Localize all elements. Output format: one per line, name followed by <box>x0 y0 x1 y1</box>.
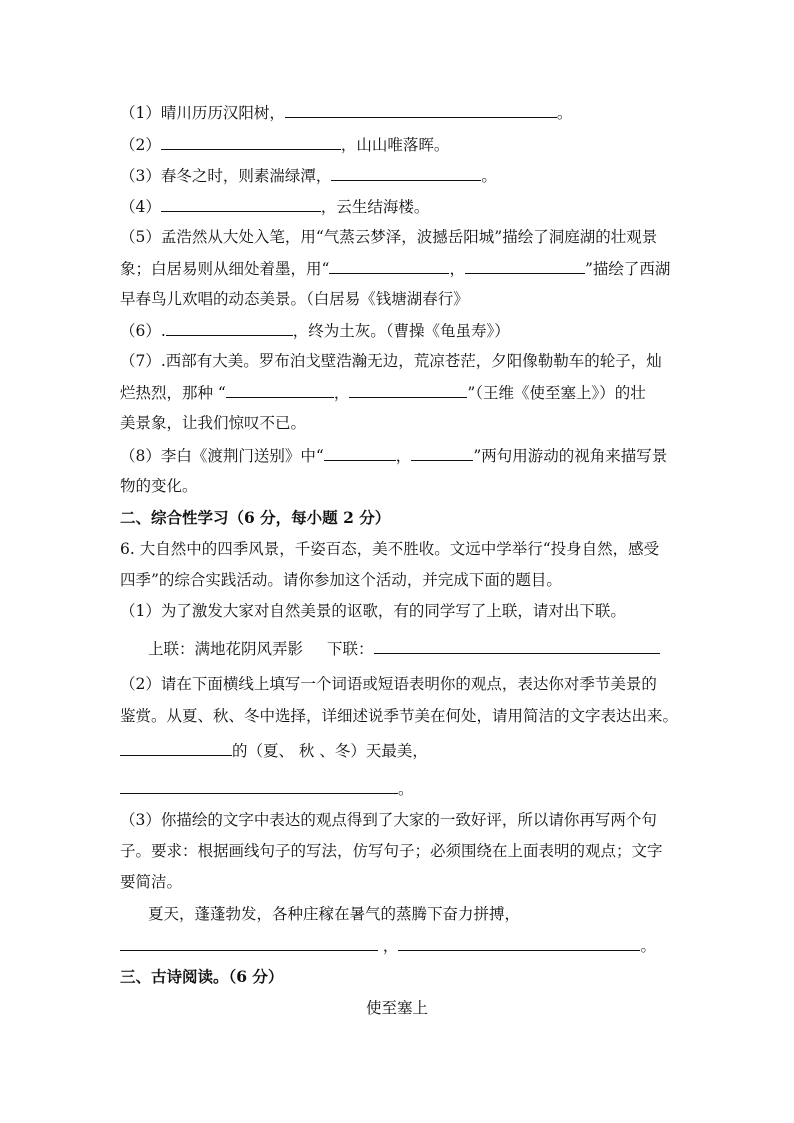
p6-3-line-1: （3）你描绘的文字中表达的观点得到了大家的一致好评，所以请你再写两个句 <box>120 811 657 829</box>
q8-line-2: 物的变化。 <box>120 477 198 495</box>
q7-line-1: （7）.西部有大美。罗布泊戈壁浩瀚无边，荒凉苍茫，夕阳像勒勒车的轮子，灿 <box>120 352 662 370</box>
q3-text: （3）春冬之时，则素湍绿潭， <box>120 167 332 185</box>
q5-text: 象；白居易则从细处着墨，用“ <box>120 260 330 278</box>
q5-comma: ， <box>449 260 465 278</box>
q1-end: 。 <box>556 104 573 122</box>
answer-blank[interactable] <box>120 739 232 756</box>
q7-text: 烂热烈，那种 “ <box>120 384 226 402</box>
q7-line-2 <box>120 381 646 404</box>
answer-blank[interactable] <box>374 637 660 654</box>
q8-comma: ， <box>395 447 412 465</box>
q5-line-1: （5）孟浩然从大处入笔，用“气蒸云梦泽，波撼岳阳城”描绘了洞庭湖的壮观景 <box>120 228 658 246</box>
q7-line-3: 美景象，让我们惊叹不已。 <box>120 414 307 432</box>
p6-2-end: 。 <box>398 780 414 798</box>
example-sentence: 夏天，蓬蓬勃发，各种庄稼在暑气的蒸腾下奋力拼搏， <box>148 905 521 923</box>
section-2-heading: 二、综合性学习（6 分，每小题 2 分） <box>120 508 391 527</box>
q4-text: ，云生结海楼。 <box>320 198 430 216</box>
q6-text: ，终为土灰。（曹操《龟虽寿》） <box>292 322 510 340</box>
answer-blank[interactable] <box>166 319 293 336</box>
q8-text-end: ”两句用游动的视角来描写景 <box>473 447 668 465</box>
p6-line-1: 6. 大自然中的四季风景，千姿百态，美不胜收。文远中学举行“投身自然，感受 <box>120 540 660 558</box>
answer-blank[interactable] <box>349 381 467 398</box>
answer-blank[interactable] <box>285 101 557 118</box>
answer-blank[interactable] <box>324 444 396 461</box>
section-3-heading: 三、古诗阅读。（6 分） <box>120 967 284 986</box>
p6-line-2: 四季”的综合实践活动。请你参加这个活动，并完成下面的题目。 <box>120 571 562 589</box>
q3-end: 。 <box>481 167 497 185</box>
p6-2-text: 的（夏、 秋 、冬）天最美， <box>232 742 428 760</box>
p6-3-line-5 <box>120 934 656 957</box>
question-6 <box>120 319 510 342</box>
p6-3-line-2: 子。要求：根据画线句子的写法，仿写句子；必须围绕在上面表明的观点；文字 <box>120 842 663 860</box>
poem-title: 使至塞上 <box>365 999 428 1017</box>
question-1 <box>120 101 572 124</box>
q5-text-end: ”描绘了西湖 <box>584 260 671 278</box>
q4-number: （4） <box>120 198 161 216</box>
q8-line-1 <box>120 444 667 467</box>
p6-2-line-4 <box>120 777 414 800</box>
lower-couplet-label: 下联： <box>327 640 374 658</box>
answer-blank[interactable] <box>331 164 481 181</box>
couplet-line <box>148 637 660 660</box>
q2-text: ，山山唯落晖。 <box>340 136 450 154</box>
answer-blank[interactable] <box>161 133 341 150</box>
question-3 <box>120 164 497 187</box>
answer-blank[interactable] <box>465 257 585 274</box>
q7-comma: ， <box>333 384 350 402</box>
answer-blank[interactable] <box>329 257 449 274</box>
q5-line-2 <box>120 257 670 280</box>
q8-text: （8）李白《渡荆门送别》中“ <box>120 447 324 465</box>
q5-line-3: 早春鸟儿欢唱的动态美景。（白居易《钱塘湖春行》 <box>120 290 469 308</box>
q2-number: （2） <box>120 136 161 154</box>
p6-2-line-2: 鉴赏。从夏、秋、冬中选择，详细述说季节美在何处，请用简洁的文字表达出来。 <box>120 707 679 725</box>
answer-blank[interactable] <box>226 381 334 398</box>
answer-blank[interactable] <box>411 444 473 461</box>
q6-number: （6）. <box>120 322 166 340</box>
p6-1-line-1: （1）为了激发大家对自然美景的讴歌，有的同学写了上联，请对出下联。 <box>120 602 626 620</box>
answer-blank[interactable] <box>398 934 640 951</box>
answer-blank[interactable] <box>120 777 398 794</box>
p6-2-line-3 <box>120 739 428 762</box>
p6-2-line-1: （2）请在下面横线上填写一个词语或短语表明你的观点，表达你对季节美景的 <box>120 675 657 693</box>
upper-couplet: 上联：满地花阴风弄影 <box>148 640 304 658</box>
q1-text: （1）晴川历历汉阳树， <box>120 104 285 122</box>
p6-3-comma: ， <box>378 937 399 955</box>
answer-blank[interactable] <box>120 934 378 951</box>
p6-3-line-3: 要简洁。 <box>120 873 183 891</box>
question-2 <box>120 133 449 156</box>
q7-text-end: ”（王维《使至塞上》）的壮 <box>467 384 646 402</box>
p6-3-end: 。 <box>640 937 656 955</box>
question-4 <box>120 195 429 218</box>
answer-blank[interactable] <box>161 195 321 212</box>
